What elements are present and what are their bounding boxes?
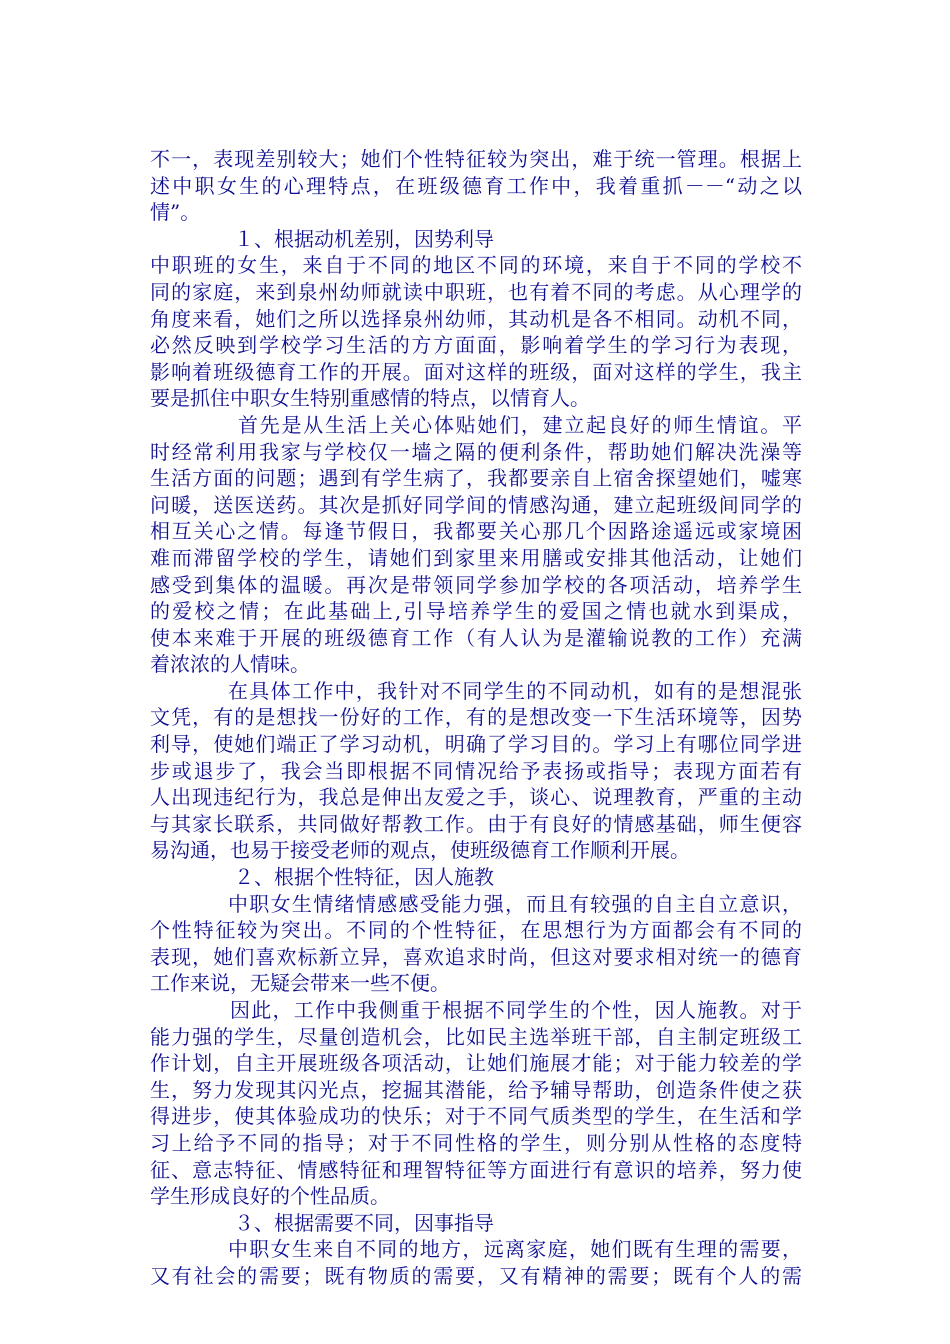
document-body <box>150 146 802 1290</box>
text-line: 的爱校之情；在此基础上,引导培养学生的爱国之情也就水到渠成， <box>150 599 802 624</box>
text-line: 感受到集体的温暖。再次是带领同学参加学校的各项活动，培养学生 <box>150 572 802 597</box>
text-line: 不一，表现差别较大；她们个性特征较为突出，难于统一管理。根据上 <box>150 147 802 171</box>
text-line: 工作来说，无疑会带来一些不便。 <box>150 971 450 996</box>
text-line: 影响着班级德育工作的开展。面对这样的班级，面对这样的学生，我主 <box>150 359 802 384</box>
text-line: 得进步，使其体验成功的快乐；对于不同气质类型的学生，在生活和学 <box>150 1104 802 1129</box>
section-heading-1: １、根据动机差别，因势利导 <box>234 226 494 251</box>
text-line: 要是抓住中职女生特别重感情的特点，以情育人。 <box>150 386 590 411</box>
text-line: 作计划，自主开展班级各项活动，让她们施展才能；对于能力较差的学 <box>150 1051 802 1076</box>
text-line: 时经常利用我家与学校仅一墙之隔的便利条件，帮助她们解决洗澡等 <box>150 439 802 464</box>
text-line: 问暖，送医送药。其次是抓好同学间的情感沟通，建立起班级间同学的 <box>150 492 802 517</box>
text-line: 表现，她们喜欢标新立异，喜欢追求时尚，但这对要求相对统一的德育 <box>150 944 802 969</box>
text-line: 同的家庭，来到泉州幼师就读中职班，也有着不同的考虑。从心理学的 <box>150 279 802 304</box>
text-line: 征、意志特征、情感特征和理智特征等方面进行有意识的培养，努力使 <box>150 1157 802 1182</box>
text-line: 能力强的学生，尽量创造机会，比如民主选举班干部，自主制定班级工 <box>150 1024 802 1049</box>
text-line: 在具体工作中，我针对不同学生的不同动机，如有的是想混张 <box>228 678 802 703</box>
text-line: 生活方面的问题；遇到有学生病了，我都要亲自上宿舍探望她们，嘘寒 <box>150 466 802 491</box>
text-line: 述中职女生的心理特点，在班级德育工作中，我着重抓－－“动之以 <box>150 173 802 198</box>
section-heading-2: ２、根据个性特征，因人施教 <box>234 865 494 890</box>
text-line: 难而滞留学校的学生，请她们到家里来用膳或安排其他活动，让她们 <box>150 545 802 570</box>
text-line: 情”。 <box>150 200 201 225</box>
text-line: 文凭，有的是想找一份好的工作，有的是想改变一下生活环境等，因势 <box>150 705 802 730</box>
text-line: 必然反映到学校学习生活的方方面面，影响着学生的学习行为表现， <box>150 333 802 358</box>
text-line: 中职女生情绪情感感受能力强，而且有较强的自主自立意识， <box>228 891 802 916</box>
text-line: 学生形成良好的个性品质。 <box>150 1184 390 1209</box>
section-heading-3: ３、根据需要不同，因事指导 <box>234 1210 494 1235</box>
text-line: 相互关心之情。每逢节假日，我都要关心那几个因路途遥远或家境困 <box>150 519 802 544</box>
text-line: 中职班的女生，来自于不同的地区不同的环境，来自于不同的学校不 <box>150 253 802 278</box>
text-line: 首先是从生活上关心体贴她们，建立起良好的师生情谊。平 <box>238 412 802 437</box>
text-line: 着浓浓的人情味。 <box>150 652 310 677</box>
text-line: 人出现违纪行为，我总是伸出友爱之手，谈心、说理教育，严重的主动 <box>150 785 802 810</box>
text-line: 易沟通，也易于接受老师的观点，使班级德育工作顺利开展。 <box>150 838 690 863</box>
text-line: 使本来难于开展的班级德育工作（有人认为是灌输说教的工作）充满 <box>150 625 802 650</box>
text-line: 中职女生来自不同的地方，远离家庭，她们既有生理的需要， <box>228 1237 802 1262</box>
text-line: 个性特征较为突出。不同的个性特征，在思想行为方面都会有不同的 <box>150 918 802 943</box>
text-line: 又有社会的需要；既有物质的需要，又有精神的需要；既有个人的需 <box>150 1263 802 1288</box>
text-line: 步或退步了，我会当即根据不同情况给予表扬或指导；表现方面若有 <box>150 758 802 783</box>
text-line: 与其家长联系，共同做好帮教工作。由于有良好的情感基础，师生便容 <box>150 811 802 836</box>
text-line: 习上给予不同的指导；对于不同性格的学生，则分别从性格的态度特 <box>150 1130 802 1155</box>
text-line: 角度来看，她们之所以选择泉州幼师，其动机是各不相同。动机不同， <box>150 306 802 331</box>
text-line: 因此，工作中我侧重于根据不同学生的个性，因人施教。对于 <box>230 998 802 1022</box>
text-line: 利导，使她们端正了学习动机，明确了学习目的。学习上有哪位同学进 <box>150 732 802 757</box>
text-line: 生，努力发现其闪光点，挖掘其潜能，给予辅导帮助，创造条件使之获 <box>150 1077 802 1102</box>
